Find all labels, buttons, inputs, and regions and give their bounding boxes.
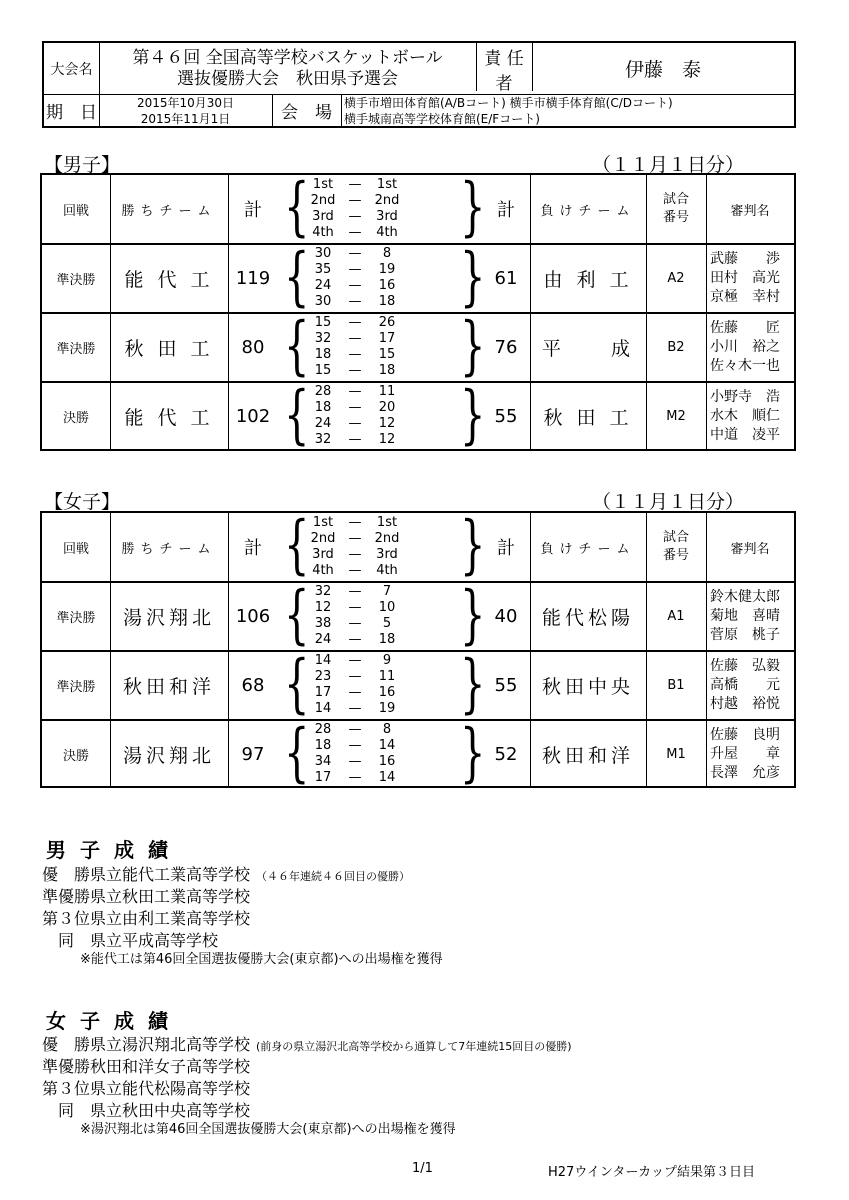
score-dash: — [348, 616, 362, 631]
quarter-score-line [306, 262, 404, 278]
page-number: 1/1 [412, 1161, 433, 1176]
loser-quarter-score: 5 [382, 616, 392, 631]
girls-section-date: （１１月１日分） [592, 491, 745, 513]
quarter-header-line [306, 209, 404, 225]
quarter-header-line [306, 531, 404, 547]
winner-team: 秋田和洋 [122, 676, 215, 698]
col-header-quarters [306, 515, 404, 579]
quarter-label: 1st [312, 515, 334, 530]
winner-total: 68 [241, 675, 265, 696]
winner-quarter-score: 24 [314, 416, 332, 431]
loser-quarter-score: 12 [378, 432, 396, 447]
winner-quarter-score: 12 [314, 600, 332, 615]
round-cell: 準決勝 [56, 273, 96, 288]
col-header-winner-total: 計 [244, 200, 262, 221]
loser-quarter-score: 18 [378, 632, 396, 647]
score-dash: — [348, 331, 362, 346]
winner-quarter-score: 15 [314, 363, 332, 378]
venue-line2: 横手城南高等学校体育館(E/Fコート) [344, 111, 540, 126]
venue-line1: 横手市増田体育館(A/Bコート) 横手市横手体育館(C/Dコート) [344, 95, 673, 110]
referee-name: 佐々木一也 [710, 358, 780, 374]
score-dash: — [348, 294, 362, 309]
quarter-label: 2nd [310, 193, 336, 208]
event-name-line1: 第４６回 全国高等学校バスケットボール [132, 48, 443, 68]
event-name [99, 45, 476, 93]
game-number: B2 [667, 340, 685, 355]
right-brace: } [460, 377, 486, 452]
standing-line [42, 884, 250, 907]
standing-line [42, 1076, 250, 1099]
quarter-score-line [306, 653, 404, 669]
girls-results-table [40, 508, 796, 790]
quarter-score-line [306, 738, 404, 754]
quarter-score-line [306, 632, 404, 648]
standing-note: （４６年連続４６回目の優勝） [256, 870, 411, 883]
loser-quarter-score: 9 [382, 653, 392, 668]
standing-text: 第３位県立由利工業高等学校 [42, 909, 251, 928]
boys-results-heading: 男子成績 [46, 838, 182, 862]
referee-name: 小川 裕之 [710, 339, 780, 355]
col-header-game-number: 試合 番号 [662, 530, 689, 563]
loser-quarter-score: 18 [378, 363, 396, 378]
winner-team: 能 代 工 [124, 269, 214, 291]
qualification-remark: ※湯沢翔北は第46回全国選抜優勝大会(東京都)への出場権を獲得 [80, 1122, 456, 1137]
round-cell: 準決勝 [56, 342, 96, 357]
winner-quarter-score: 23 [314, 669, 332, 684]
col-header-round: 回戦 [62, 541, 89, 557]
col-header-loser-total: 計 [497, 200, 515, 221]
referee-name: 佐藤 弘毅 [710, 658, 780, 674]
quarter-label: 3rd [376, 547, 398, 562]
left-brace: { [284, 715, 310, 790]
quarter-score-line [306, 432, 404, 448]
standing-line [42, 862, 410, 885]
header-dash: — [348, 531, 362, 546]
winner-quarter-score: 28 [314, 722, 332, 737]
referee-name: 京極 幸村 [710, 289, 780, 305]
venue-label: 会 場 [281, 103, 332, 123]
score-dash: — [348, 653, 362, 668]
period-label: 期 日 [46, 103, 97, 123]
winner-quarter-score: 24 [314, 632, 332, 647]
standing-text: 優 勝県立湯沢翔北高等学校 [42, 1035, 251, 1054]
referee-list [710, 657, 780, 714]
boys-section-title: 【男子】 [44, 154, 121, 176]
referee-name: 菊地 喜晴 [710, 608, 780, 624]
header-dash: — [348, 547, 362, 562]
quarter-score-line [306, 722, 404, 738]
quarter-label: 3rd [312, 209, 334, 224]
referee-name: 村越 裕悦 [710, 696, 780, 712]
winner-quarter-score: 17 [314, 685, 332, 700]
quarter-score-line [306, 246, 404, 262]
quarter-header-line [306, 515, 404, 531]
col-header-referees: 審判名 [730, 541, 770, 557]
referee-list [710, 388, 780, 445]
standing-text: 準優勝県立秋田工業高等学校 [42, 887, 251, 906]
col-header-loser: 負けチーム [540, 541, 636, 557]
left-brace: { [284, 308, 310, 383]
standing-line [42, 906, 250, 929]
right-brace: } [460, 170, 486, 244]
standing-note: (前身の県立湯沢北高等学校から通算して7年連続15回目の優勝) [256, 1040, 572, 1053]
score-dash: — [348, 278, 362, 293]
loser-quarter-score: 15 [378, 347, 396, 362]
score-dash: — [348, 701, 362, 716]
score-dash: — [348, 400, 362, 415]
quarter-score-line [306, 584, 404, 600]
loser-quarter-score: 10 [378, 600, 396, 615]
quarter-label: 3rd [376, 209, 398, 224]
standing-text: 同 県立秋田中央高等学校 [42, 1101, 251, 1120]
score-dash: — [348, 363, 362, 378]
quarter-score-line [306, 669, 404, 685]
left-brace: { [284, 239, 310, 314]
girls-section-title: 【女子】 [44, 491, 121, 513]
header-dash: — [348, 225, 362, 240]
quarter-label: 4th [376, 563, 398, 578]
col-header-round: 回戦 [62, 203, 89, 219]
referee-name: 升屋 章 [710, 746, 780, 762]
loser-team: 秋田中央 [541, 676, 634, 698]
quarter-score-line [306, 754, 404, 770]
score-dash: — [348, 685, 362, 700]
quarter-header-line [306, 177, 404, 193]
quarter-header-line [306, 193, 404, 209]
winner-team: 湯沢翔北 [122, 745, 215, 767]
left-brace: { [284, 646, 310, 721]
loser-quarter-score: 8 [382, 722, 392, 737]
quarter-label: 4th [312, 225, 334, 240]
loser-total: 61 [494, 268, 518, 289]
score-dash: — [348, 600, 362, 615]
winner-total: 119 [235, 268, 271, 289]
loser-total: 55 [494, 675, 518, 696]
score-dash: — [348, 315, 362, 330]
col-header-winner: 勝ちチーム [121, 203, 217, 219]
standing-text: 優 勝県立能代工業高等学校 [42, 865, 251, 884]
winner-quarter-score: 32 [314, 331, 332, 346]
header-dash: — [348, 209, 362, 224]
right-brace: } [460, 715, 486, 790]
right-brace: } [460, 646, 486, 721]
loser-quarter-score: 16 [378, 754, 396, 769]
score-dash: — [348, 347, 362, 362]
quarter-header-line [306, 225, 404, 241]
date-end: 2015年11月1日 [140, 111, 231, 126]
header-dash: — [348, 193, 362, 208]
quarter-score-line [306, 616, 404, 632]
quarter-scores [306, 384, 404, 448]
winner-team: 秋 田 工 [124, 338, 214, 360]
referee-name: 佐藤 良明 [710, 727, 780, 743]
quarter-label: 2nd [374, 531, 400, 546]
winner-total: 106 [235, 606, 271, 627]
left-brace: { [284, 577, 310, 652]
quarter-scores [306, 722, 404, 786]
game-number: B1 [667, 678, 685, 693]
date-start: 2015年10月30日 [136, 95, 235, 110]
loser-quarter-score: 12 [378, 416, 396, 431]
manager-label: 責 任 者 [484, 48, 524, 94]
qualification-remark: ※能代工は第46回全国選抜優勝大会(東京都)への出場権を獲得 [80, 952, 443, 967]
winner-quarter-score: 28 [314, 384, 332, 399]
score-dash: — [348, 246, 362, 261]
col-header-loser: 負けチーム [540, 203, 636, 219]
event-label: 大会名 [50, 61, 93, 78]
loser-quarter-score: 26 [378, 315, 396, 330]
score-dash: — [348, 384, 362, 399]
quarter-scores [306, 653, 404, 717]
loser-quarter-score: 11 [378, 669, 396, 684]
quarter-score-line [306, 315, 404, 331]
quarter-label: 2nd [310, 531, 336, 546]
right-brace: } [460, 577, 486, 652]
loser-team: 由 利 工 [543, 269, 633, 291]
winner-quarter-score: 18 [314, 400, 332, 415]
quarter-header-line [306, 563, 404, 579]
winner-quarter-score: 18 [314, 347, 332, 362]
right-brace: } [460, 508, 486, 582]
right-brace: } [460, 308, 486, 383]
period-dates [99, 94, 272, 127]
round-cell: 準決勝 [56, 611, 96, 626]
quarter-scores [306, 246, 404, 310]
girls-results-heading: 女子成績 [46, 1009, 182, 1033]
quarter-score-line [306, 347, 404, 363]
quarter-score-line [306, 294, 404, 310]
quarter-label: 4th [376, 225, 398, 240]
event-info-table [42, 41, 796, 128]
header-dash: — [348, 563, 362, 578]
header-dash: — [348, 515, 362, 530]
referee-name: 長澤 允彦 [710, 765, 780, 781]
standing-text: 準優勝秋田和洋女子高等学校 [42, 1057, 251, 1076]
loser-quarter-score: 19 [378, 262, 396, 277]
game-number: M2 [666, 409, 686, 424]
event-name-line2: 選抜優勝大会 秋田県予選会 [177, 69, 398, 89]
loser-quarter-score: 16 [378, 278, 396, 293]
quarter-scores [306, 315, 404, 379]
winner-total: 80 [241, 337, 265, 358]
winner-quarter-score: 17 [314, 770, 332, 785]
winner-team: 湯沢翔北 [122, 607, 215, 629]
referee-name: 小野寺 浩 [710, 389, 780, 405]
winner-team: 能 代 工 [124, 407, 214, 429]
referee-name: 鈴木健太郎 [710, 589, 780, 605]
score-dash: — [348, 738, 362, 753]
col-header-loser-total: 計 [497, 538, 515, 559]
quarter-label: 1st [376, 515, 398, 530]
loser-total: 55 [494, 406, 518, 427]
loser-quarter-score: 18 [378, 294, 396, 309]
winner-quarter-score: 30 [314, 246, 332, 261]
winner-quarter-score: 14 [314, 653, 332, 668]
quarter-score-line [306, 363, 404, 379]
round-cell: 決勝 [62, 411, 89, 426]
loser-quarter-score: 17 [378, 331, 396, 346]
score-dash: — [348, 669, 362, 684]
quarter-header-line [306, 547, 404, 563]
winner-quarter-score: 14 [314, 701, 332, 716]
score-dash: — [348, 754, 362, 769]
round-cell: 準決勝 [56, 680, 96, 695]
winner-quarter-score: 15 [314, 315, 332, 330]
referee-name: 菅原 桃子 [710, 627, 780, 643]
score-dash: — [348, 722, 362, 737]
round-cell: 決勝 [62, 749, 89, 764]
referee-name: 中道 凌平 [710, 427, 780, 443]
winner-quarter-score: 18 [314, 738, 332, 753]
standing-line [42, 1032, 572, 1055]
quarter-score-line [306, 701, 404, 717]
loser-team: 能代松陽 [541, 607, 634, 629]
winner-quarter-score: 30 [314, 294, 332, 309]
winner-quarter-score: 32 [314, 432, 332, 447]
winner-quarter-score: 34 [314, 754, 332, 769]
standing-text: 同 県立平成高等学校 [42, 931, 219, 950]
referee-list [710, 726, 780, 783]
quarter-score-line [306, 278, 404, 294]
referee-list [710, 250, 780, 307]
game-number: A2 [667, 271, 685, 286]
boys-section-date: （１１月１日分） [592, 154, 745, 176]
col-header-quarters [306, 177, 404, 241]
venue-list [344, 94, 794, 127]
score-dash: — [348, 584, 362, 599]
loser-total: 76 [494, 337, 518, 358]
loser-team: 秋 田 工 [543, 407, 633, 429]
loser-quarter-score: 19 [378, 701, 396, 716]
quarter-score-line [306, 400, 404, 416]
winner-total: 97 [241, 744, 265, 765]
quarter-scores [306, 584, 404, 648]
col-header-winner: 勝ちチーム [121, 541, 217, 557]
standing-line [42, 1054, 250, 1077]
score-dash: — [348, 416, 362, 431]
referee-name: 武藤 渉 [710, 251, 780, 267]
boys-results-table [40, 170, 796, 452]
loser-total: 40 [494, 606, 518, 627]
quarter-score-line [306, 685, 404, 701]
winner-quarter-score: 35 [314, 262, 332, 277]
loser-quarter-score: 14 [378, 738, 396, 753]
winner-quarter-score: 38 [314, 616, 332, 631]
loser-quarter-score: 8 [382, 246, 392, 261]
loser-quarter-score: 16 [378, 685, 396, 700]
loser-total: 52 [494, 744, 518, 765]
game-number: A1 [667, 609, 685, 624]
loser-quarter-score: 11 [378, 384, 396, 399]
quarter-label: 3rd [312, 547, 334, 562]
referee-name: 佐藤 匠 [710, 320, 780, 336]
referee-list [710, 319, 780, 376]
manager-name: 伊藤 泰 [624, 59, 701, 81]
score-dash: — [348, 770, 362, 785]
quarter-score-line [306, 331, 404, 347]
standing-text: 第３位県立能代松陽高等学校 [42, 1079, 251, 1098]
left-brace: { [284, 508, 310, 582]
col-header-game-number: 試合 番号 [662, 192, 689, 225]
score-dash: — [348, 432, 362, 447]
loser-quarter-score: 14 [378, 770, 396, 785]
quarter-score-line [306, 416, 404, 432]
loser-quarter-score: 20 [378, 400, 396, 415]
referee-name: 水木 順仁 [710, 408, 780, 424]
referee-name: 田村 高光 [710, 270, 780, 286]
winner-quarter-score: 32 [314, 584, 332, 599]
loser-team: 平 成 [541, 338, 634, 360]
referee-list [710, 588, 780, 645]
score-dash: — [348, 262, 362, 277]
loser-quarter-score: 7 [382, 584, 392, 599]
header-dash: — [348, 177, 362, 192]
referee-name: 高橋 元 [710, 677, 780, 693]
quarter-label: 4th [312, 563, 334, 578]
quarter-score-line [306, 770, 404, 786]
loser-team: 秋田和洋 [541, 745, 634, 767]
score-dash: — [348, 632, 362, 647]
quarter-label: 2nd [374, 193, 400, 208]
col-header-referees: 審判名 [730, 203, 770, 219]
quarter-score-line [306, 600, 404, 616]
document-title: H27ウインターカップ結果第３日目 [548, 1165, 756, 1180]
left-brace: { [284, 377, 310, 452]
col-header-winner-total: 計 [244, 538, 262, 559]
winner-total: 102 [235, 406, 271, 427]
left-brace: { [284, 170, 310, 244]
winner-quarter-score: 24 [314, 278, 332, 293]
quarter-label: 1st [376, 177, 398, 192]
quarter-label: 1st [312, 177, 334, 192]
quarter-score-line [306, 384, 404, 400]
game-number: M1 [666, 747, 686, 762]
right-brace: } [460, 239, 486, 314]
